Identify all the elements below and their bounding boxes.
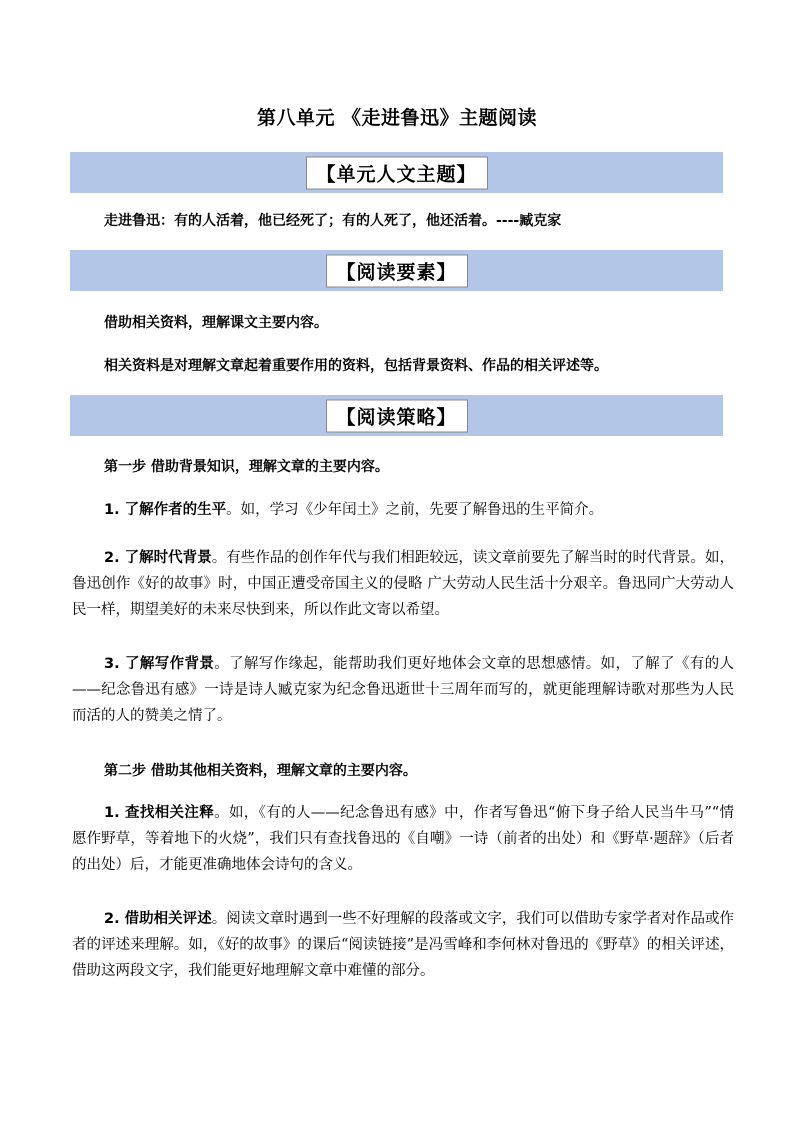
item-5-lead: 2. 借助相关评述: [104, 911, 212, 927]
item-3-text: 。了解写作缘起，能帮助我们更好地体会文章的思想感情。如，了解了《有的人——纪念鲁迅有感》一诗是诗人臧克家为纪念鲁迅逝世十三周年而写的，就更能理解诗歌对那些为人民而活的人的赞美之情了。: [72, 656, 734, 724]
item-4-lead: 1. 查找相关注释: [104, 805, 215, 821]
section-header-theme: [70, 152, 723, 193]
strategy-item-4: [72, 800, 734, 878]
section-heading-strategy: 【阅读策略】: [325, 399, 467, 432]
item-2-text: 。有些作品的创作年代与我们相距较远，读文章前要先了解当时的时代背景。如，鲁迅创作《好的故事》时，中国正遭受帝国主义的侵略 广大劳动人民生活十分艰辛。鲁迅同广大劳动人民一样，期望美好的未来尽快到来，所以作此文寄以希望。: [72, 550, 734, 618]
section-header-elements: [70, 250, 723, 291]
item-2-lead: 2. 了解时代背景: [104, 550, 212, 566]
strategy-item-1: [104, 497, 734, 523]
item-4-text: 。如，《有的人——纪念鲁迅有感》中，作者写鲁迅“俯下身子给人民当牛马”“情愿作野草，等着地下的火烧”，我们只有查找鲁迅的《自嘲》一诗（前者的出处）和《野草·题辞》（后者的出处）后，才能更准确地体会诗句的含义。: [72, 805, 734, 873]
strategy-item-2: [72, 545, 734, 623]
item-1-text: 。如，学习《少年闰土》之前，先要了解鲁迅的生平简介。: [226, 502, 604, 518]
section-heading-elements: 【阅读要素】: [325, 254, 467, 287]
elements-line-2: 相关资料是对理解文章起着重要作用的资料，包括背景资料、作品的相关评述等。: [104, 358, 608, 374]
section-heading-theme: 【单元人文主题】: [305, 156, 487, 189]
section-header-strategy: [70, 395, 723, 436]
page-title: 第八单元 《走进鲁迅》主题阅读: [256, 107, 538, 129]
step-2-heading: 第二步 借助其他相关资料，理解文章的主要内容。: [104, 763, 417, 779]
strategy-item-3: [72, 651, 734, 729]
item-5-text: 。阅读文章时遇到一些不好理解的段落或文字，我们可以借助专家学者对作品或作者的评述来理解。如，《好的故事》的课后“阅读链接”是冯雪峰和李何林对鲁迅的《野草》的相关评述，借助这两段文字，我们能更好地理解文章中难懂的部分。: [72, 911, 734, 979]
strategy-item-5: [72, 906, 734, 984]
item-1-lead: 1. 了解作者的生平: [104, 502, 227, 518]
elements-line-1: 借助相关资料，理解课文主要内容。: [104, 315, 328, 331]
theme-text: 走进鲁迅：有的人活着，他已经死了；有的人死了，他还活着。----臧克家: [104, 213, 562, 229]
step-1-heading: 第一步 借助背景知识，理解文章的主要内容。: [104, 459, 389, 475]
item-3-lead: 3. 了解写作背景: [104, 656, 215, 672]
